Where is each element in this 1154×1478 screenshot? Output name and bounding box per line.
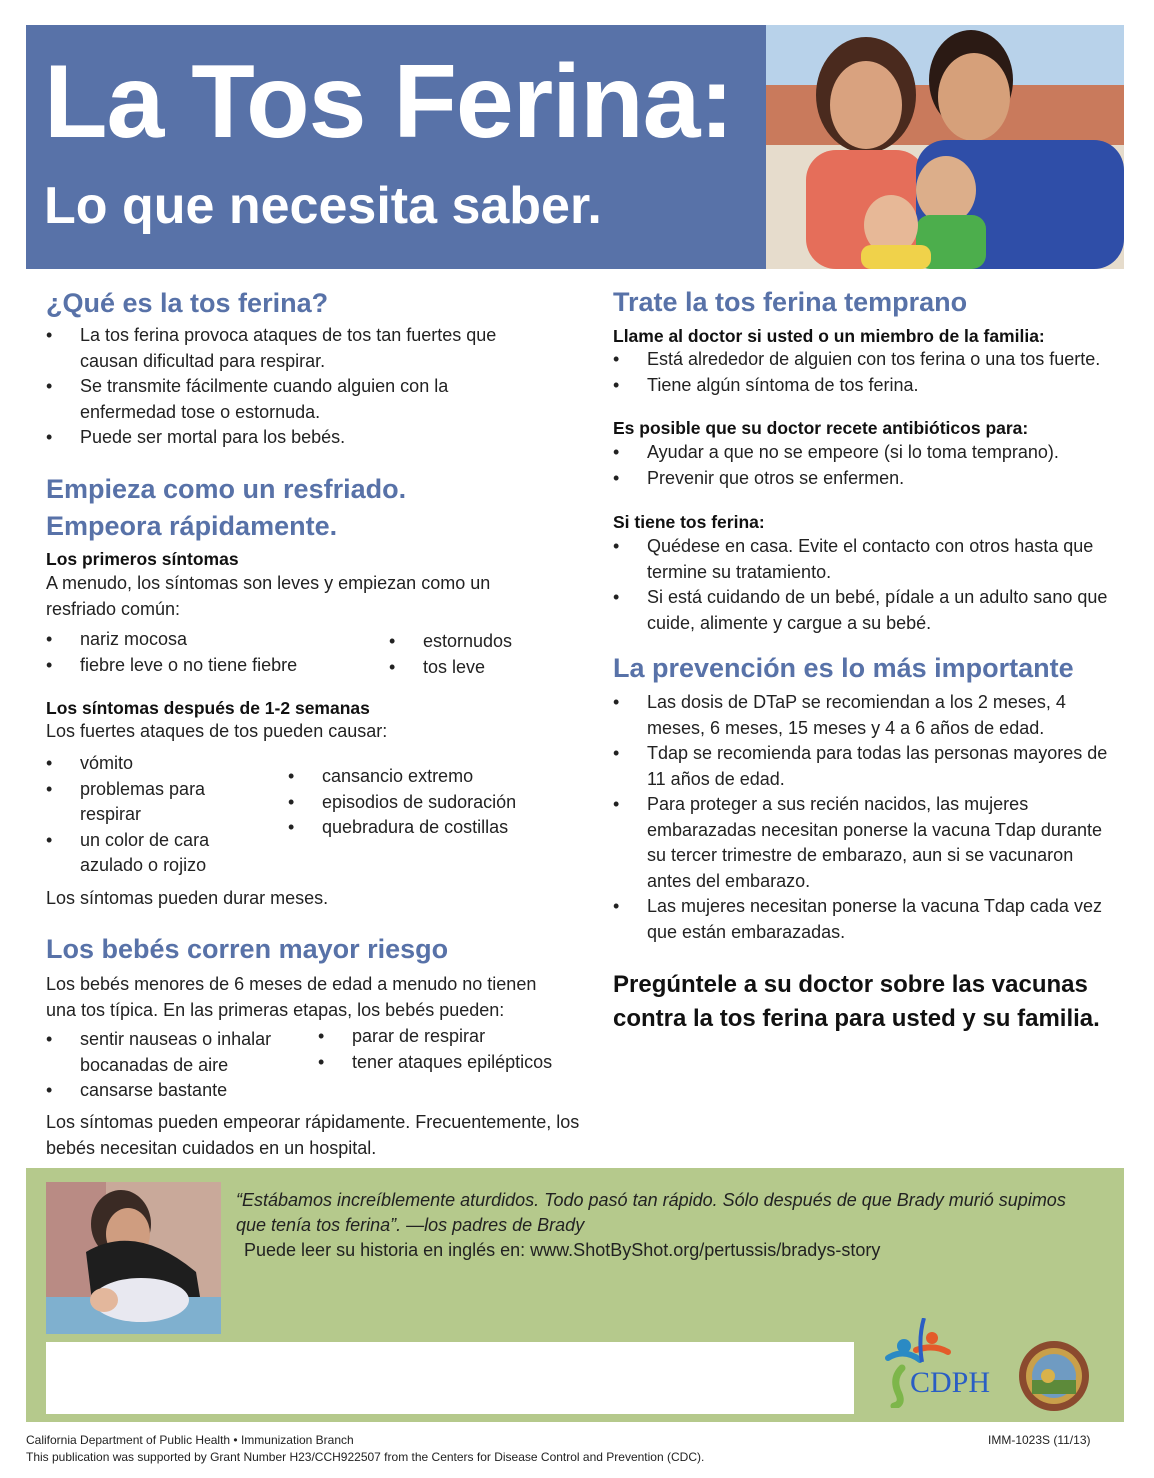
babies-closing-text: Los síntomas pueden empeorar rápidamente. Frecuentemente, los bebés necesitan cuidados en un hospital.	[46, 1112, 580, 1158]
list-item: • episodios de sudoración	[288, 790, 578, 816]
heading-starts-cold: Empieza como un resfriado.	[46, 474, 407, 504]
family-photo	[766, 25, 1124, 269]
list-item: • Prevenir que otros se enfermen.	[613, 466, 1133, 492]
document-code: IMM-1023S (11/13)	[988, 1433, 1091, 1447]
page-title: La Tos Ferina:	[44, 44, 734, 160]
list-item: • Para proteger a sus recién nacidos, las mujeres embarazadas necesitan ponerse la vacuna Tdap durante su tercer trimestre de embarazo, aun si se vacunaron antes del embarazo.	[613, 792, 1113, 894]
list-item: • fiebre leve o no tiene fiebre	[46, 653, 346, 679]
footer-grant: This publication was supported by Grant Number H23/CCH922507 from the Centers for Disease Control and Prevention (CDC).	[26, 1450, 705, 1464]
what-list	[46, 323, 536, 451]
babies-list-1	[46, 1027, 308, 1104]
babies-list-2	[318, 1024, 588, 1075]
list-item: • quebradura de costillas	[288, 815, 578, 841]
call-doctor-list	[613, 347, 1133, 398]
cdph-logo-text: CDPH	[910, 1366, 991, 1399]
list-item: • Tdap se recomienda para todas las personas mayores de 11 años de edad.	[613, 741, 1113, 792]
call-to-action: Pregúntele a su doctor sobre las vacunas contra la tos ferina para usted y su familia.	[613, 971, 1100, 1032]
prevention-list	[613, 690, 1113, 945]
list-item: • Si está cuidando de un bebé, pídale a un adulto sano que cuide, alimente y cargue a su bebé.	[613, 585, 1113, 636]
footer-org: California Department of Public Health • Immunization Branch	[26, 1433, 354, 1447]
list-item: • tos leve	[389, 655, 589, 681]
later-symptoms-list-2	[288, 764, 578, 841]
list-item: • Quédese en casa. Evite el contacto con otros hasta que termine su tratamiento.	[613, 534, 1113, 585]
heading-babies-risk: Los bebés corren mayor riesgo	[46, 934, 449, 964]
list-item: • Ayudar a que no se empeore (si lo toma temprano).	[613, 440, 1133, 466]
list-item: • nariz mocosa	[46, 627, 346, 653]
subheading-later-symptoms: Los síntomas después de 1-2 semanas	[46, 698, 370, 718]
list-item: • La tos ferina provoca ataques de tos tan fuertes que causan dificultad para respirar.	[46, 323, 536, 374]
list-item: • Puede ser mortal para los bebés.	[46, 425, 536, 451]
list-item: • vómito	[46, 751, 246, 777]
list-item: • un color de cara azulado o rojizo	[46, 828, 246, 879]
subheading-if-sick: Si tiene tos ferina:	[613, 512, 765, 532]
list-item: • Las dosis de DTaP se recomiendan a los 2 meses, 4 meses, 6 meses, 15 meses y 4 a 6 años de edad.	[613, 690, 1113, 741]
california-seal-icon	[1018, 1340, 1090, 1412]
cdph-logo	[882, 1318, 1002, 1408]
duration-text: Los síntomas pueden durar meses.	[46, 888, 329, 908]
parents-quote: “Estábamos increíblemente aturdidos. Todo pasó tan rápido. Sólo después de que Brady murió supimos que tenía tos ferina”. —los padres de Brady	[236, 1190, 1066, 1235]
later-symptoms-text: Los fuertes ataques de tos pueden causar:	[46, 721, 388, 741]
heading-prevention: La prevención es lo más importante	[613, 653, 1074, 683]
page-subtitle: Lo que necesita saber.	[44, 177, 602, 235]
story-link-text[interactable]: Puede leer su historia en inglés en: www.ShotByShot.org/pertussis/bradys-story	[244, 1240, 881, 1260]
list-item: • tener ataques epilépticos	[318, 1050, 588, 1076]
father-baby-photo	[46, 1182, 221, 1334]
subheading-first-symptoms: Los primeros síntomas	[46, 549, 239, 569]
if-sick-list	[613, 534, 1113, 636]
heading-treat-early: Trate la tos ferina temprano	[613, 287, 968, 317]
babies-text: Los bebés menores de 6 meses de edad a menudo no tienen una tos típica. En las primeras etapas, los bebés pueden:	[46, 974, 537, 1020]
subheading-antibiotics: Es posible que su doctor recete antibióticos para:	[613, 418, 1029, 438]
first-symptoms-list-2	[389, 629, 589, 680]
first-symptoms-list-1	[46, 627, 346, 678]
heading-worsens: Empeora rápidamente.	[46, 511, 338, 541]
heading-what-is: ¿Qué es la tos ferina?	[46, 288, 329, 318]
list-item: • Las mujeres necesitan ponerse la vacuna Tdap cada vez que están embarazadas.	[613, 894, 1113, 945]
list-item: • sentir nauseas o inhalar bocanadas de aire	[46, 1027, 308, 1078]
later-symptoms-list-1	[46, 751, 246, 879]
list-item: • cansarse bastante	[46, 1078, 308, 1104]
antibiotics-list	[613, 440, 1133, 491]
list-item: • Está alrededor de alguien con tos ferina o una tos fuerte.	[613, 347, 1133, 373]
list-item: • estornudos	[389, 629, 589, 655]
list-item: • cansancio extremo	[288, 764, 578, 790]
subheading-call-doctor: Llame al doctor si usted o un miembro de la familia:	[613, 326, 1045, 346]
blank-contact-box	[46, 1342, 854, 1414]
first-symptoms-text: A menudo, los síntomas son leves y empiezan como un resfriado común:	[46, 573, 491, 619]
list-item: • Tiene algún síntoma de tos ferina.	[613, 373, 1133, 399]
list-item: • Se transmite fácilmente cuando alguien con la enfermedad tose o estornuda.	[46, 374, 536, 425]
list-item: • problemas para respirar	[46, 777, 246, 828]
list-item: • parar de respirar	[318, 1024, 588, 1050]
